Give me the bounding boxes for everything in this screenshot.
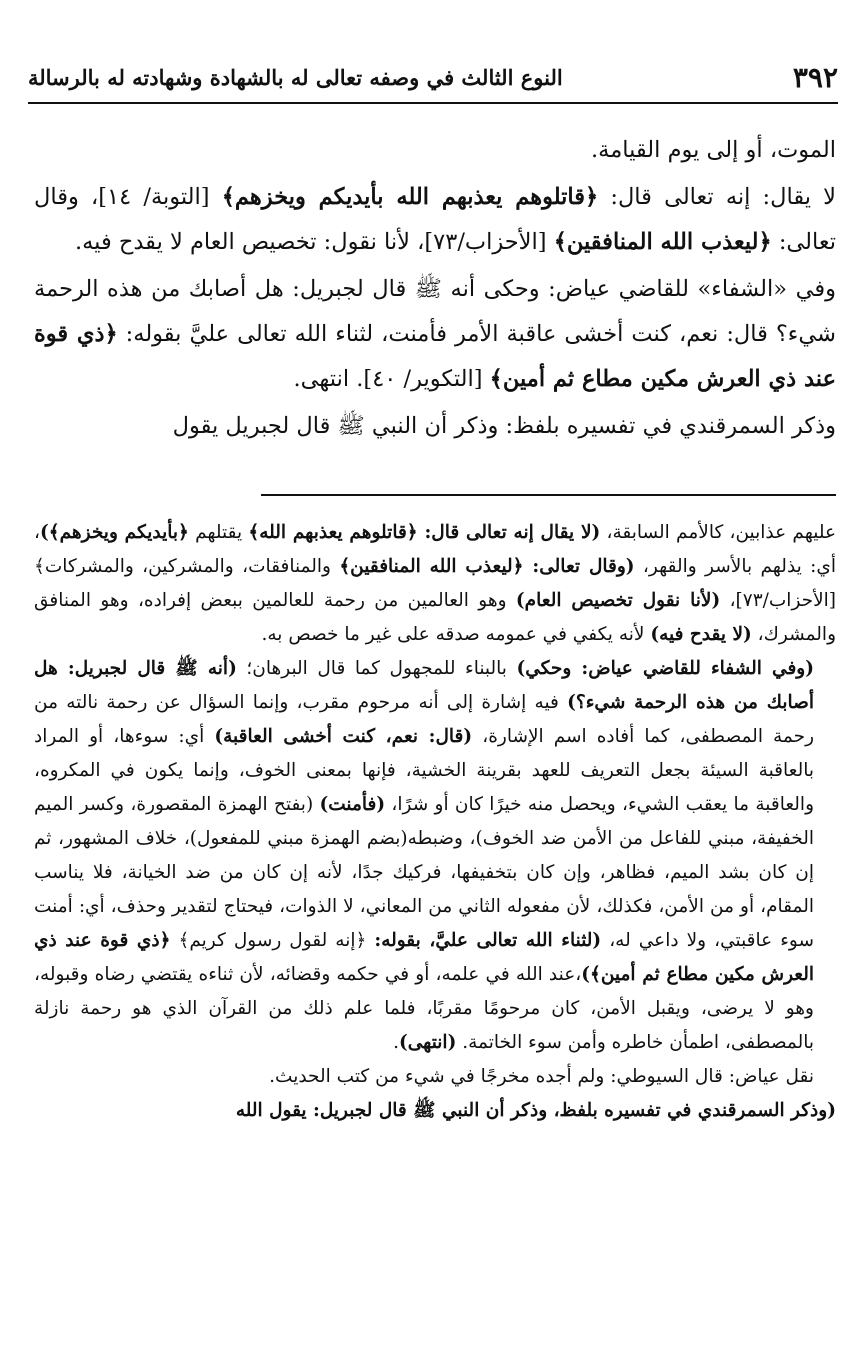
text-span: . (393, 1032, 399, 1053)
text-span: لأنه يكفي في عمومه صدقه على غير ما خصص به. (261, 624, 651, 645)
text-span: بالبناء للمجهول كما قال البرهان؛ (236, 658, 517, 679)
main-paragraph (34, 175, 836, 265)
bold-span: (لا يقال إنه تعالى قال: ﴿قاتلوهم يعذبهم الله﴾ (248, 522, 601, 543)
quran-quote: ﴿قاتلوهم يعذبهم الله بأيديكم ويخزهم﴾ (221, 184, 599, 210)
page-number: ٣٩٢ (792, 60, 838, 94)
text-span: ، أي: يذلهم بالأسر والقهر، (34, 522, 837, 577)
commentary-text (34, 516, 836, 1128)
bold-span: (وذكر السمرقندي في تفسيره بلفظ، وذكر أن النبي ﷺ قال لجبريل: يقول الله (235, 1100, 836, 1121)
bold-span: ﴿بأيديكم ويخزهم﴾) (39, 522, 189, 543)
bold-span: (فأمنت) (319, 794, 386, 815)
commentary-paragraph (34, 1060, 836, 1094)
text-span: وذكر السمرقندي في تفسيره بلفظ: وذكر أن النبي ﷺ قال لجبريل يقول (172, 413, 836, 439)
text-span: والمنافقات، والمشركين، والمشركات﴾ [الأحزاب/٧٣]، (34, 556, 836, 611)
main-paragraph (34, 404, 836, 449)
running-title: النوع الثالث في وصفه تعالى له بالشهادة وشهادته له بالرسالة (28, 64, 563, 90)
bold-span: (وقال تعالى: ﴿ليعذب الله المنافقين﴾ (339, 556, 635, 577)
main-paragraph (34, 267, 836, 402)
text-span: وفي «الشفاء» للقاضي عياض: وحكى أنه ﷺ قال لجبريل: هل أصابك من هذه الرحمة شيء؟ قال: نعم، كنت أخشى عاقبة الأمر فأمنت، لثناء الله تعالى عليَّ بقوله: (34, 276, 836, 347)
main-paragraph (34, 128, 836, 173)
text-span: عليهم عذابين، كالأمم السابقة، (600, 522, 836, 543)
bold-span: (لأنا نقول تخصيص العام) (515, 590, 721, 611)
commentary-paragraph (34, 1094, 836, 1128)
text-span: (بفتح الهمزة المقصورة، وكسر الميم الخفيفة، مبني للفاعل من الأمن ضد الخوف)، وضبطه(بضم الهمزة مبني للمفعول)، خلاف المشهور، ثم إن كان بشد الميم، فظاهر، وإن كان بتخفيفها، فركيك جدًا، لأنه إن كان من ضد الخيانة، فلا يناسب المقام، أو من الأمن، فكذلك، لأن مفعوله الثاني من المعاني، لا الذوات، فيحتاج لتقدير وحذف، أي: أمنت سوء عاقبتي، ولا داعي له، (34, 794, 814, 951)
text-span: يقتلهم (188, 522, 249, 543)
main-text (34, 128, 836, 451)
bold-span: (لا يقدح فيه) (650, 624, 752, 645)
quran-quote: ﴿ذي قوة عند ذي العرش مكين مطاع ثم أمين﴾ (34, 321, 836, 392)
text-span: [التوبة/ ١٤]، وقال تعالى: (34, 184, 836, 255)
bold-span: (وفي الشفاء للقاضي عياض: وحكي) (516, 658, 814, 679)
text-span: وهو العالمين من رحمة للعالمين ببعض إفراده، وهو المنافق والمشرك، (34, 590, 836, 645)
text-span: [التكوير/ ٤٠]. انتهى. (293, 366, 490, 392)
text-span: ،عند الله في علمه، أو في حكمه وقضائه، لأن ثناءه يقتضي رضاه وقبوله، وهو لا يرضى، ويقبل الأمن، كان مرحومًا مقربًا، فلما علم ذلك من القرآن الذي هو رحمة نازلة بالمصطفى، اطمأن خاطره وأمن سوء الخاتمة. (34, 964, 814, 1053)
bold-span: (انتهى) (399, 1032, 457, 1053)
commentary-paragraph (34, 652, 836, 1060)
bold-span: (أنه ﷺ قال لجبريل: هل أصابك من هذه الرحمة شيء؟) (34, 658, 815, 713)
page-header (28, 52, 838, 104)
footnote-divider (261, 494, 836, 496)
text-span: لا يقال: إنه تعالى قال: (598, 184, 836, 210)
bold-span: ﴿ذي قوة عند ذي العرش مكين مطاع ثم أمين﴾) (34, 930, 814, 985)
bold-span: (لثناء الله تعالى عليَّ، بقوله: (374, 930, 602, 951)
text-span: نقل عياض: قال السيوطي: ولم أجده مخرجًا في شيء من كتب الحديث. (269, 1066, 814, 1087)
text-span: فيه إشارة إلى أنه مرحوم مقرب، وإنما السؤال عن رحمة نالته من رحمة المصطفى، كما أفاده اسم الإشارة، (34, 692, 814, 747)
text-span: ﴿إنه لقول رسول كريم﴾ (170, 930, 375, 951)
text-span: [الأحزاب/٧٣]، لأنا نقول: تخصيص العام لا يقدح فيه. (74, 229, 554, 255)
text-span: أي: سوءها، أو المراد بالعاقبة السيئة بجعل التعريف للعهد بقرينة الخشية، فإنها بمعنى الخوف، وإنما يكون في المكروه، والعاقبة ما يعقب الشيء، ويحصل منه خيرًا كان أو شرًا، (34, 726, 815, 815)
text-span: الموت، أو إلى يوم القيامة. (591, 137, 836, 163)
quran-quote: ﴿ليعذب الله المنافقين﴾ (553, 229, 772, 255)
commentary-paragraph (34, 516, 836, 652)
bold-span: (قال: نعم، كنت أخشى العاقبة) (214, 726, 473, 747)
